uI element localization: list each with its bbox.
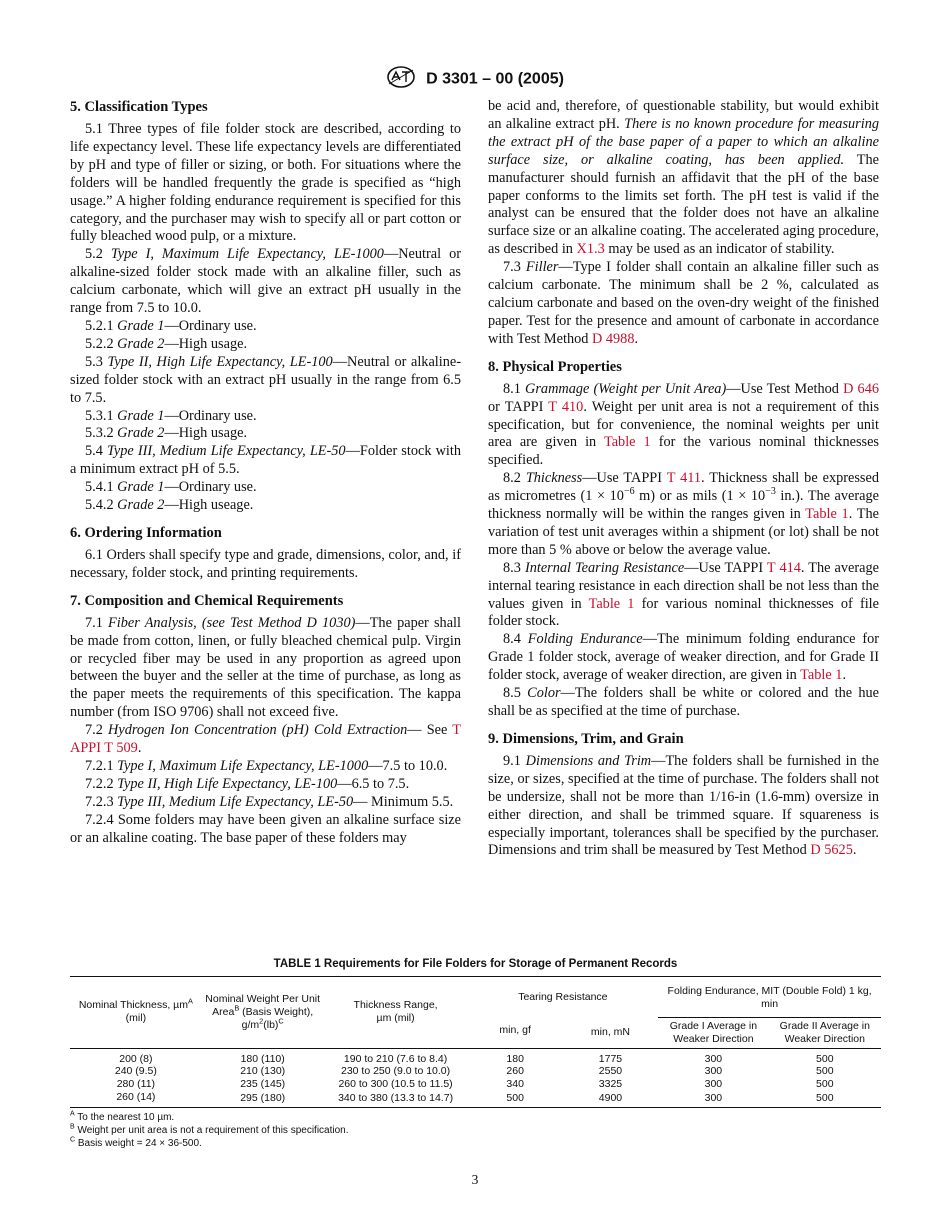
cell-grade1: 300 [704,1092,723,1105]
cell-thickness: 260 (14) [116,1090,156,1103]
para-7-2: 7.2 Hydrogen Ion Concentration (pH) Cold Extraction— See T APPI T 509. [70,722,461,757]
page-number: 3 [471,1172,479,1187]
table-row [70,1065,881,1078]
table-row [70,1048,881,1065]
cell-tear-gf: 260 [506,1065,524,1078]
cell-grade1: 300 [704,1052,723,1065]
para-7-2-4: 7.2.4 Some folders may have been given an alkaline surface size or an alkaline coating. The base paper of these folders may [70,811,461,846]
link-table-1[interactable]: Table 1 [603,434,651,451]
cell-range: 230 to 250 (9.0 to 10.0) [340,1065,451,1078]
cell-grade2: 500 [816,1078,834,1091]
para-7-2-1: 7.2.1 Type I, Maximum Life Expectancy, LE-1000—7.5 to 10.0. [85,758,448,774]
col-header-range: Thickness Range, µm (mil) [353,999,438,1025]
link-t410[interactable]: T 410 [548,398,584,415]
table-row [70,1078,881,1091]
cell-thickness: 280 (11) [116,1078,156,1091]
page-header [0,66,950,90]
cell-thickness: 200 (8) [119,1052,153,1065]
section-7-title: 7. Composition and Chemical Requirements [70,592,344,609]
para-5-3-1: 5.3.1 Grade 1—Ordinary use. [85,407,257,424]
col-header-grade2: Grade II Average in Weaker Direction [769,1017,881,1048]
para-5-1: 5.1 Three types of file folder stock are described, according to life expectancy level. These life expectancy levels are differentiated by pH and type of filler or sizing, or both. For situations where the folders will be handled frequently the grade is specified as “high usage.” A higher folding endurance requirement is specified for this category, and the purchaser may wish to specify all or part cotton or fully bleached wood pulp, or a mixture. [70,121,461,245]
para-7-2-3: 7.2.3 Type III, Medium Life Expectancy, LE-50— Minimum 5.5. [85,793,454,810]
requirements-table [70,976,881,1108]
col-header-grade1: Grade I Average in Weaker Direction [658,1017,768,1048]
para-8-1: 8.1 Grammage (Weight per Unit Area)—Use Test Method D 646 or TAPPI T 410. Weight per unit area is not a requirement of this specification, but for convenience, the nominal weights per unit area are given in Table 1 for the various nominal thicknesses specified. [488,380,880,469]
para-8-4: 8.4 Folding Endurance—The minimum folding endurance for Grade 1 folder stock, average of weaker direction, and for Grade II folder stock, average of weaker direction, are given in Table 1. [488,631,880,684]
para-7-1: 7.1 Fiber Analysis, (see Test Method D 1030)—The paper shall be made from cotton, linen, or fully bleached chemical pulp. Virgin or recycled fiber may be used in any proportion as agreed upon between the buyer and the seller at the time of purchase, as long as the paper meets the requirements of this specification. The kappa number (from ISO 9706) shall not exceed five. [70,614,461,721]
document-designation: D 3301 – 00 (2005) [426,70,564,88]
table-title: TABLE 1 Requirements for File Folders for Storage of Permanent Records [273,958,678,970]
para-5-2-1: 5.2.1 Grade 1—Ordinary use. [85,317,257,334]
para-5-2: 5.2 Type I, Maximum Life Expectancy, LE-1000—Neutral or alkaline-sized folder stock made with an alkaline filler, such as calcium carbonate, which will give an extract pH usually in the range from 7.5 to 10.0. [70,246,461,317]
cell-thickness: 240 (9.5) [114,1065,157,1078]
table-row [70,1091,881,1107]
cell-weight: 210 (130) [240,1065,286,1078]
cell-grade2: 500 [816,1092,834,1105]
para-7-2-4-continued: be acid and, therefore, of questionable stability, but would exhibit an alkaline extract pH. There is no known procedure for measuring the extract pH of the base paper of a paper to which an alkaline surface size, or alkaline coating, has been applied. The manufacturer should furnish an affidavit that the pH of the base paper conforms to the limits set forth. The pH test is valid if the analyst can be ensured that the folder does not have an alkaline surface size or an alkaline coating. The accelerated aging procedure, as described in X1.3 may be used as an indicator of stability. [488,98,879,258]
footnote-c: $^C$ Basis weight = 24 × 36-500. [70,1136,202,1149]
cell-grade2: 500 [816,1065,834,1078]
para-8-3: 8.3 Internal Tearing Resistance—Use TAPPI T 414. The average internal tearing resistance in each direction shall be not less than the values given in Table 1 for various nominal thicknesses of file folder stock. [488,559,879,630]
cell-grade2: 500 [816,1052,834,1065]
col-header-tear-gf: min, gf [499,1024,531,1037]
col-header-weight: Nominal Weight Per Unit Area$^B$ (Basis Weight), $g/m^2(lb)^C$ [205,992,321,1031]
para-9-1: 9.1 Dimensions and Trim—The folders shall be furnished in the size, or sizes, specified at the time of purchase. The folders shall not be undersize, shall not be more than 1/16-in (1.6-mm) oversize in either direction, and shall be trimmed square. If squareness is especially important, tolerances shall be specified by the purchaser. Dimensions and trim shall be measured by Test Method D 5625. [488,752,879,859]
cell-tear-mn: 4900 [598,1092,623,1105]
col-header-folding: Folding Endurance, MIT (Double Fold) 1 kg, min [667,985,872,1011]
cell-tear-gf: 340 [506,1078,524,1091]
para-7-2-2: 7.2.2 Type II, High Life Expectancy, LE-100—6.5 to 7.5. [85,775,410,792]
cell-tear-mn: 1775 [598,1052,623,1065]
section-9-title: 9. Dimensions, Trim, and Grain [488,730,684,747]
cell-grade1: 300 [704,1078,723,1091]
cell-grade1: 300 [704,1065,723,1078]
cell-weight: 295 (180) [240,1092,286,1105]
link-d4988[interactable]: D 4988 [591,330,635,347]
link-table-1[interactable]: Table 1 [588,595,635,612]
cell-tear-gf: 500 [506,1092,524,1105]
cell-range: 340 to 380 (13.3 to 14.7) [338,1092,454,1105]
cell-range: 190 to 210 (7.6 to 8.4) [343,1052,448,1065]
table-1 [70,958,881,1150]
link-d646[interactable]: D 646 [843,380,879,397]
para-5-4: 5.4 Type III, Medium Life Expectancy, LE-50—Folder stock with a minimum extract pH of 5.5. [70,443,461,478]
cell-tear-gf: 180 [506,1052,524,1065]
para-5-2-2: 5.2.2 Grade 2—High usage. [85,335,248,352]
link-table-1[interactable]: Table 1 [800,667,843,684]
astm-logo-icon [386,66,416,93]
section-8-title: 8. Physical Properties [488,358,622,375]
cell-weight: 235 (145) [240,1078,286,1091]
para-6-1: 6.1 Orders shall specify type and grade, dimensions, color, and, if necessary, folder stock, and printing requirements. [70,546,461,581]
table-footnotes [70,1111,881,1150]
cell-range: 260 to 300 (10.5 to 11.5) [338,1078,453,1091]
link-table-1[interactable]: Table 1 [805,506,849,523]
left-column [70,98,461,848]
link-d5625[interactable]: D 5625 [810,842,853,859]
section-6-title: 6. Ordering Information [70,524,222,541]
link-x1-3[interactable]: X1.3 [576,241,605,258]
right-column [488,98,879,860]
footnote-a: $^A$ To the nearest 10 µm. [70,1110,175,1123]
col-header-tear-mn: min, mN [590,1025,631,1038]
section-5-title: 5. Classification Types [70,99,208,115]
cell-weight: 180 (110) [240,1052,285,1065]
cell-tear-mn: 2550 [598,1065,623,1078]
cell-tear-mn: 3325 [598,1078,623,1091]
footnote-b: $^B$ Weight per unit area is not a requirement of this specification. [70,1123,349,1136]
col-header-tearing: Tearing Resistance [518,990,608,1003]
para-8-5: 8.5 Color—The folders shall be white or colored and the hue shall be as specified at the time of purchase. [488,685,879,719]
para-8-2: 8.2 Thickness—Use TAPPI T 411. Thickness shall be expressed as micrometres ($1 \times 10^{-6}$ m) or as mils ($1 \times 10^{-3}$ in.). The average thickness normally will be within the ranges given in Table 1. The variation of test unit averages within a shipment (or lot) shall be not more than 5 % above or below the average value. [488,470,880,558]
link-t414[interactable]: T 414 [766,559,801,576]
para-5-4-1: 5.4.1 Grade 1—Ordinary use. [85,479,257,496]
col-header-thickness: Nominal Thickness, µm$^A$ (mil) [78,996,193,1025]
para-5-3: 5.3 Type II, High Life Expectancy, LE-100—Neutral or alkaline-sized folder stock with an extract pH usually in the range from 6.5 to 7.5. [70,353,461,406]
para-5-3-2: 5.3.2 Grade 2—High usage. [85,425,248,442]
para-5-4-2: 5.4.2 Grade 2—High useage. [85,497,254,514]
link-tappi-t509[interactable]: T APPI T 509 [70,722,461,757]
para-7-3: 7.3 Filler—Type I folder shall contain an alkaline filler such as calcium carbonate. The minimum shall be 2 %, calculated as calcium carbonate and based on the oven-dry weight of the finished paper. Test for the presence and amount of carbonate in accordance with Test Method D 4988. [488,259,879,347]
link-t411[interactable]: T 411 [666,470,702,487]
